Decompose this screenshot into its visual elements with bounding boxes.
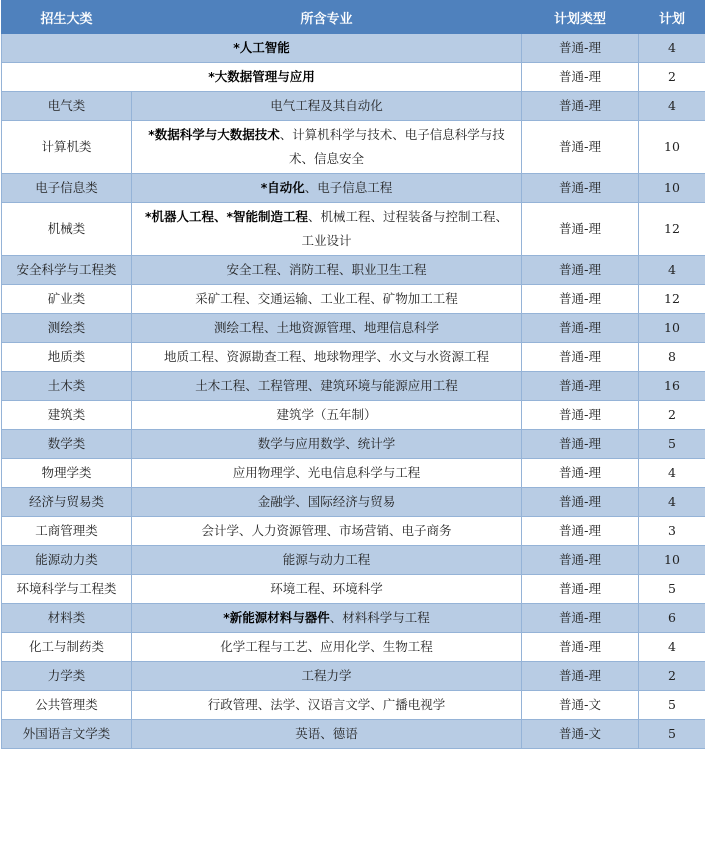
category-cell: 外国语言文学类 xyxy=(2,720,132,749)
major-list: 建筑学（五年制） xyxy=(276,407,377,422)
plan-type-cell: 普通-理 xyxy=(522,372,639,401)
plan-type-cell: 普通-理 xyxy=(522,203,639,256)
major-list: 工程力学 xyxy=(301,668,352,683)
plan-count-cell: 10 xyxy=(639,174,705,203)
plan-type-cell: 普通-理 xyxy=(522,121,639,174)
major-list: 会计学、人力资源管理、市场营销、电子商务 xyxy=(201,523,452,538)
category-cell: 土木类 xyxy=(2,372,132,401)
plan-count-cell: 2 xyxy=(639,63,705,92)
major-list: 电气工程及其自动化 xyxy=(270,98,383,113)
major-list: 地质工程、资源勘查工程、地球物理学、水文与水资源工程 xyxy=(163,349,489,364)
major-highlight: *新能源材料与器件 xyxy=(223,610,330,625)
major-highlight: *人工智能 xyxy=(233,40,290,55)
plan-type-cell: 普通-理 xyxy=(522,401,639,430)
category-cell: 电气类 xyxy=(2,92,132,121)
table-row xyxy=(2,343,705,372)
plan-type-cell: 普通-理 xyxy=(522,63,639,92)
category-cell: 经济与贸易类 xyxy=(2,488,132,517)
category-cell: 机械类 xyxy=(2,203,132,256)
category-cell: 材料类 xyxy=(2,604,132,633)
major-list: 应用物理学、光电信息科学与工程 xyxy=(232,465,421,480)
major-list: 化学工程与工艺、应用化学、生物工程 xyxy=(220,639,433,654)
table-row xyxy=(2,314,705,343)
majors-cell xyxy=(132,604,522,633)
majors-cell xyxy=(132,174,522,203)
table-row xyxy=(2,691,705,720)
table-row xyxy=(2,459,705,488)
majors-cell xyxy=(132,314,522,343)
category-cell: 建筑类 xyxy=(2,401,132,430)
plan-count-cell: 2 xyxy=(639,401,705,430)
table-row xyxy=(2,662,705,691)
plan-type-cell: 普通-理 xyxy=(522,314,639,343)
table-body xyxy=(2,34,705,749)
header-category: 招生大类 xyxy=(2,1,132,34)
majors-cell xyxy=(132,203,522,256)
majors-cell xyxy=(132,430,522,459)
majors-cell xyxy=(132,575,522,604)
table-row xyxy=(2,92,705,121)
header-majors: 所含专业 xyxy=(132,1,522,34)
majors-cell xyxy=(2,63,522,92)
major-list: 土木工程、工程管理、建筑环境与能源应用工程 xyxy=(195,378,458,393)
plan-type-cell: 普通-理 xyxy=(522,430,639,459)
plan-type-cell: 普通-理 xyxy=(522,517,639,546)
majors-cell xyxy=(132,488,522,517)
majors-cell xyxy=(132,121,522,174)
majors-cell xyxy=(2,34,522,63)
majors-cell xyxy=(132,285,522,314)
major-list: 测绘工程、土地资源管理、地理信息科学 xyxy=(213,320,439,335)
plan-count-cell: 10 xyxy=(639,546,705,575)
category-cell: 测绘类 xyxy=(2,314,132,343)
major-list: 能源与动力工程 xyxy=(282,552,371,567)
plan-type-cell: 普通-理 xyxy=(522,343,639,372)
table-row xyxy=(2,401,705,430)
plan-count-cell: 4 xyxy=(639,256,705,285)
major-highlight: *机器人工程、*智能制造工程 xyxy=(144,209,309,224)
majors-cell xyxy=(132,92,522,121)
category-cell: 化工与制药类 xyxy=(2,633,132,662)
plan-count-cell: 5 xyxy=(639,430,705,459)
plan-type-cell: 普通-理 xyxy=(522,546,639,575)
majors-cell xyxy=(132,517,522,546)
majors-cell xyxy=(132,372,522,401)
table-row xyxy=(2,285,705,314)
plan-type-cell: 普通-理 xyxy=(522,633,639,662)
table-row xyxy=(2,174,705,203)
majors-cell xyxy=(132,459,522,488)
plan-type-cell: 普通-理 xyxy=(522,92,639,121)
header-row xyxy=(2,1,705,34)
plan-count-cell: 5 xyxy=(639,575,705,604)
major-list: 、机械工程、过程装备与控制工程、工业设计 xyxy=(301,209,509,248)
category-cell: 能源动力类 xyxy=(2,546,132,575)
major-list: 安全工程、消防工程、职业卫生工程 xyxy=(226,262,427,277)
majors-cell xyxy=(132,662,522,691)
category-cell: 安全科学与工程类 xyxy=(2,256,132,285)
category-cell: 环境科学与工程类 xyxy=(2,575,132,604)
category-cell: 力学类 xyxy=(2,662,132,691)
table-row xyxy=(2,430,705,459)
table-row xyxy=(2,63,705,92)
plan-count-cell: 16 xyxy=(639,372,705,401)
major-list: 环境工程、环境科学 xyxy=(270,581,383,596)
plan-count-cell: 8 xyxy=(639,343,705,372)
plan-type-cell: 普通-理 xyxy=(522,256,639,285)
plan-count-cell: 4 xyxy=(639,488,705,517)
plan-type-cell: 普通-理 xyxy=(522,575,639,604)
table-row xyxy=(2,517,705,546)
majors-cell xyxy=(132,691,522,720)
major-list: 金融学、国际经济与贸易 xyxy=(257,494,396,509)
plan-count-cell: 5 xyxy=(639,691,705,720)
majors-cell xyxy=(132,256,522,285)
table-row xyxy=(2,121,705,174)
plan-count-cell: 4 xyxy=(639,633,705,662)
table-row xyxy=(2,372,705,401)
plan-count-cell: 5 xyxy=(639,720,705,749)
major-list: 采矿工程、交通运输、工业工程、矿物加工工程 xyxy=(195,291,458,306)
plan-count-cell: 10 xyxy=(639,121,705,174)
plan-type-cell: 普通-理 xyxy=(522,488,639,517)
category-cell: 矿业类 xyxy=(2,285,132,314)
category-cell: 公共管理类 xyxy=(2,691,132,720)
category-cell: 计算机类 xyxy=(2,121,132,174)
table-row xyxy=(2,633,705,662)
category-cell: 数学类 xyxy=(2,430,132,459)
table-row xyxy=(2,34,705,63)
enrollment-plan-table xyxy=(1,0,705,749)
plan-count-cell: 3 xyxy=(639,517,705,546)
plan-type-cell: 普通-文 xyxy=(522,691,639,720)
category-cell: 工商管理类 xyxy=(2,517,132,546)
plan-type-cell: 普通-理 xyxy=(522,34,639,63)
major-list: 、材料科学与工程 xyxy=(329,610,430,625)
majors-cell xyxy=(132,343,522,372)
plan-type-cell: 普通-理 xyxy=(522,459,639,488)
major-highlight: *自动化 xyxy=(260,180,305,195)
header-plan-count: 计划 xyxy=(639,1,705,34)
plan-count-cell: 4 xyxy=(639,459,705,488)
plan-count-cell: 4 xyxy=(639,92,705,121)
plan-type-cell: 普通-理 xyxy=(522,662,639,691)
table-row xyxy=(2,720,705,749)
table-row xyxy=(2,575,705,604)
plan-count-cell: 4 xyxy=(639,34,705,63)
plan-count-cell: 6 xyxy=(639,604,705,633)
plan-type-cell: 普通-理 xyxy=(522,604,639,633)
plan-count-cell: 12 xyxy=(639,285,705,314)
table-row xyxy=(2,203,705,256)
category-cell: 物理学类 xyxy=(2,459,132,488)
majors-cell xyxy=(132,546,522,575)
plan-count-cell: 12 xyxy=(639,203,705,256)
header-plan-type: 计划类型 xyxy=(522,1,639,34)
category-cell: 地质类 xyxy=(2,343,132,372)
major-list: 数学与应用数学、统计学 xyxy=(257,436,396,451)
table-row xyxy=(2,488,705,517)
plan-count-cell: 2 xyxy=(639,662,705,691)
major-list: 、电子信息工程 xyxy=(304,180,393,195)
major-list: 行政管理、法学、汉语言文学、广播电视学 xyxy=(207,697,446,712)
majors-cell xyxy=(132,720,522,749)
majors-cell xyxy=(132,401,522,430)
plan-count-cell: 10 xyxy=(639,314,705,343)
plan-type-cell: 普通-文 xyxy=(522,720,639,749)
majors-cell xyxy=(132,633,522,662)
major-list: 英语、德语 xyxy=(295,726,358,741)
major-highlight: *数据科学与大数据技术 xyxy=(148,127,280,142)
plan-type-cell: 普通-理 xyxy=(522,174,639,203)
plan-type-cell: 普通-理 xyxy=(522,285,639,314)
table-row xyxy=(2,256,705,285)
table-row xyxy=(2,546,705,575)
major-list: 、计算机科学与技术、电子信息科学与技术、信息安全 xyxy=(279,127,505,166)
category-cell: 电子信息类 xyxy=(2,174,132,203)
major-highlight: *大数据管理与应用 xyxy=(208,69,315,84)
table-row xyxy=(2,604,705,633)
